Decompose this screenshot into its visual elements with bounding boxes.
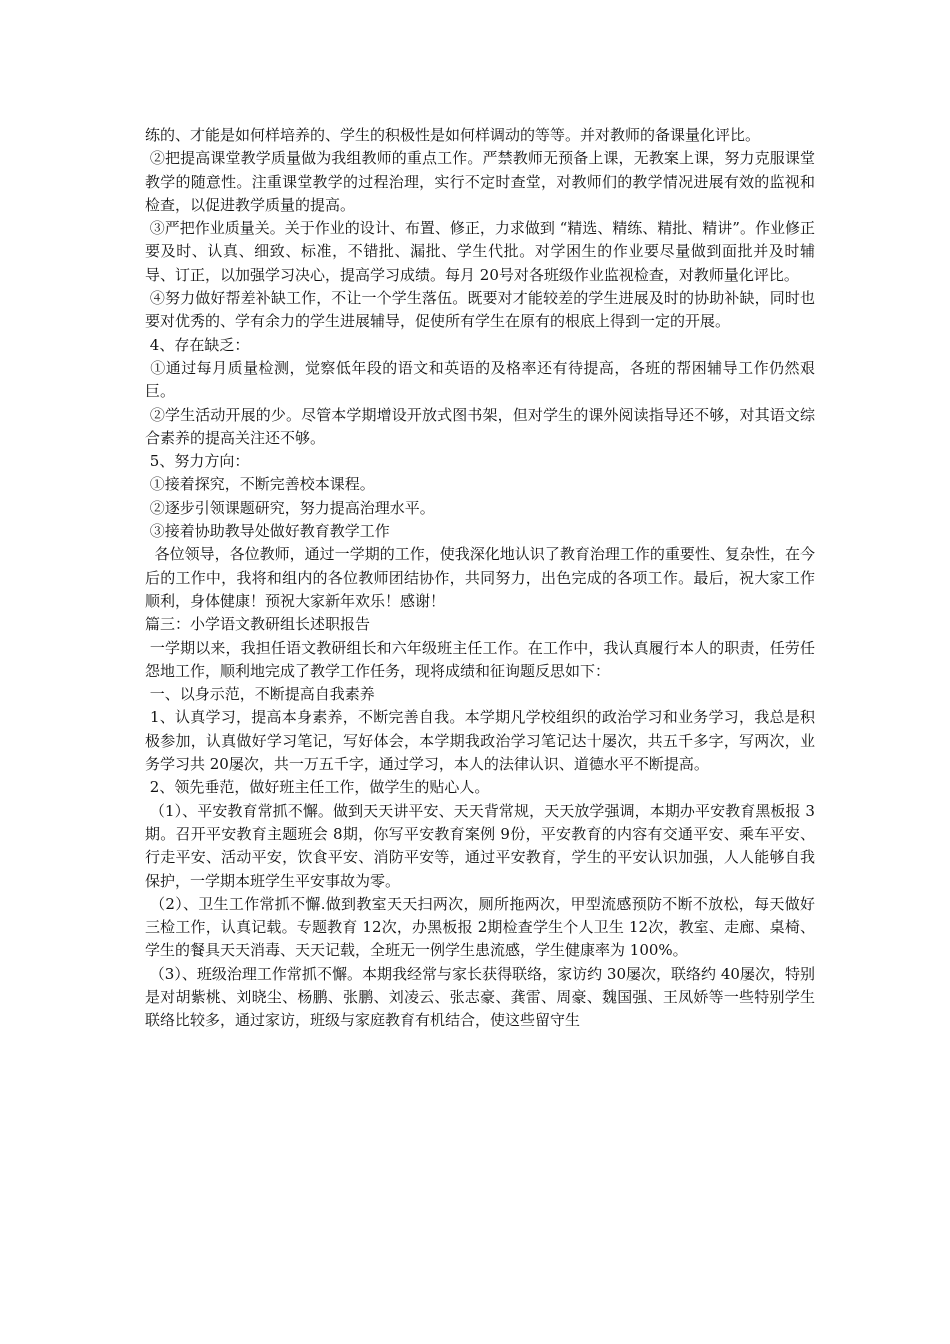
paragraph: ②把提高课堂教学质量做为我组教师的重点工作。严禁教师无预备上课，无教案上课，努力克服课堂教学的随意性。注重课堂教学的过程治理，实行不定时查堂，对教师们的教学情况进展有效的监视和检查，以促进教学质量的提高。 xyxy=(145,149,815,214)
paragraph: （1）、平安教育常抓不懈。做到天天讲平安、天天背常规，天天放学强调，本期办平安教育黑板报 3期。召开平安教育主题班会 8期，你写平安教育案例 9份，平安教育的内容有交通平安、乘车平安、行走平安、活动平安，饮食平安、消防平安等，通过平安教育，学生的平安认识加强，人人能够自我保护，一学期本班学生平安事故为零。 xyxy=(145,801,815,890)
section-heading: 5、努力方向： xyxy=(145,452,250,471)
paragraph: ①通过每月质量检测，觉察低年段的语文和英语的及格率还有待提高，各班的帮困辅导工作仍然艰巨。 xyxy=(145,358,815,401)
section-heading: 4、存在缺乏： xyxy=(145,335,250,354)
paragraph: 2、领先垂范，做好班主任工作，做学生的贴心人。 xyxy=(145,778,490,797)
paragraph: ②学生活动开展的少。尽管本学期增设开放式图书架，但对学生的课外阅读指导还不够，对其语文综合素养的提高关注还不够。 xyxy=(145,405,815,447)
paragraph: ③接着协助教导处做好教育教学工作 xyxy=(145,522,390,541)
paragraph: ③严把作业质量关。关于作业的设计、布置、修正，力求做到 “精选、精练、精批、精讲”。作业修正要及时、认真、细致、标准，不错批、漏批、学生代批。对学困生的作业要尽量做到面批并及时辅导、订正，以加强学习决心，提高学习成绩。每月 20号对各班级作业监视检查，对教师量化评比。 xyxy=(145,219,815,284)
paragraph: （3）、班级治理工作常抓不懈。本期我经常与家长获得联络，家访约 30屡次，联络约 40屡次，特别是对胡紫桃、刘晓尘、杨鹏、张鹏、刘凌云、张志豪、龚雷、周豪、魏国强、王凤娇等一些特别学生联络比较多，通过家访，班级与家庭教育有机结合，使这些留守生 xyxy=(145,964,815,1030)
paragraph: 1、认真学习，提高本身素养，不断完善自我。本学期凡学校组织的政治学习和业务学习，我总是积极参加，认真做好学习笔记，写好体会，本学期我政治学习笔记达十屡次，共五千多字，写两次，业务学习共 20屡次，共一万五千字，通过学习，本人的法律认识、道德水平不断提高。 xyxy=(145,708,815,774)
paragraph: 练的、才能是如何样培养的、学生的积极性是如何样调动的等等。并对教师的备课量化评比。 xyxy=(145,126,761,144)
paragraph: 一学期以来，我担任语文教研组长和六年级班主任工作。在工作中，我认真履行本人的职责，任劳任怨地工作，顺利地完成了教学工作任务，现将成绩和征询题反思如下： xyxy=(145,638,815,680)
document-page xyxy=(145,124,815,1033)
paragraph: （2）、卫生工作常抓不懈.做到教室天天扫两次，厕所拖两次，甲型流感预防不断不放松，每天做好三检工作，认真记载。专题教育 12次，办黑板报 2期检查学生个人卫生 12次，教室、走廊、桌椅、学生的餐具天天消毒、天天记载，全班无一例学生患流感，学生健康率为 100%。 xyxy=(145,894,815,960)
article-title: 篇三：小学语文教研组长述职报告 xyxy=(145,615,371,634)
paragraph: ①接着探究，不断完善校本课程。 xyxy=(145,475,375,494)
paragraph: ④努力做好帮差补缺工作，不让一个学生落伍。既要对才能较差的学生进展及时的协助补缺，同时也要对优秀的、学有余力的学生进展辅导，促使所有学生在原有的根底上得到一定的开展。 xyxy=(145,289,815,331)
paragraph: 各位领导，各位教师，通过一学期的工作，使我深化地认识了教育治理工作的重要性、复杂性，在今后的工作中，我将和组内的各位教师团结协作，共同努力，出色完成的各项工作。最后，祝大家工作顺利，身体健康！预祝大家新年欢乐！感谢！ xyxy=(145,545,815,610)
paragraph: ②逐步引领课题研究，努力提高治理水平。 xyxy=(145,498,435,517)
section-heading: 一、以身示范，不断提高自我素养 xyxy=(145,685,375,704)
